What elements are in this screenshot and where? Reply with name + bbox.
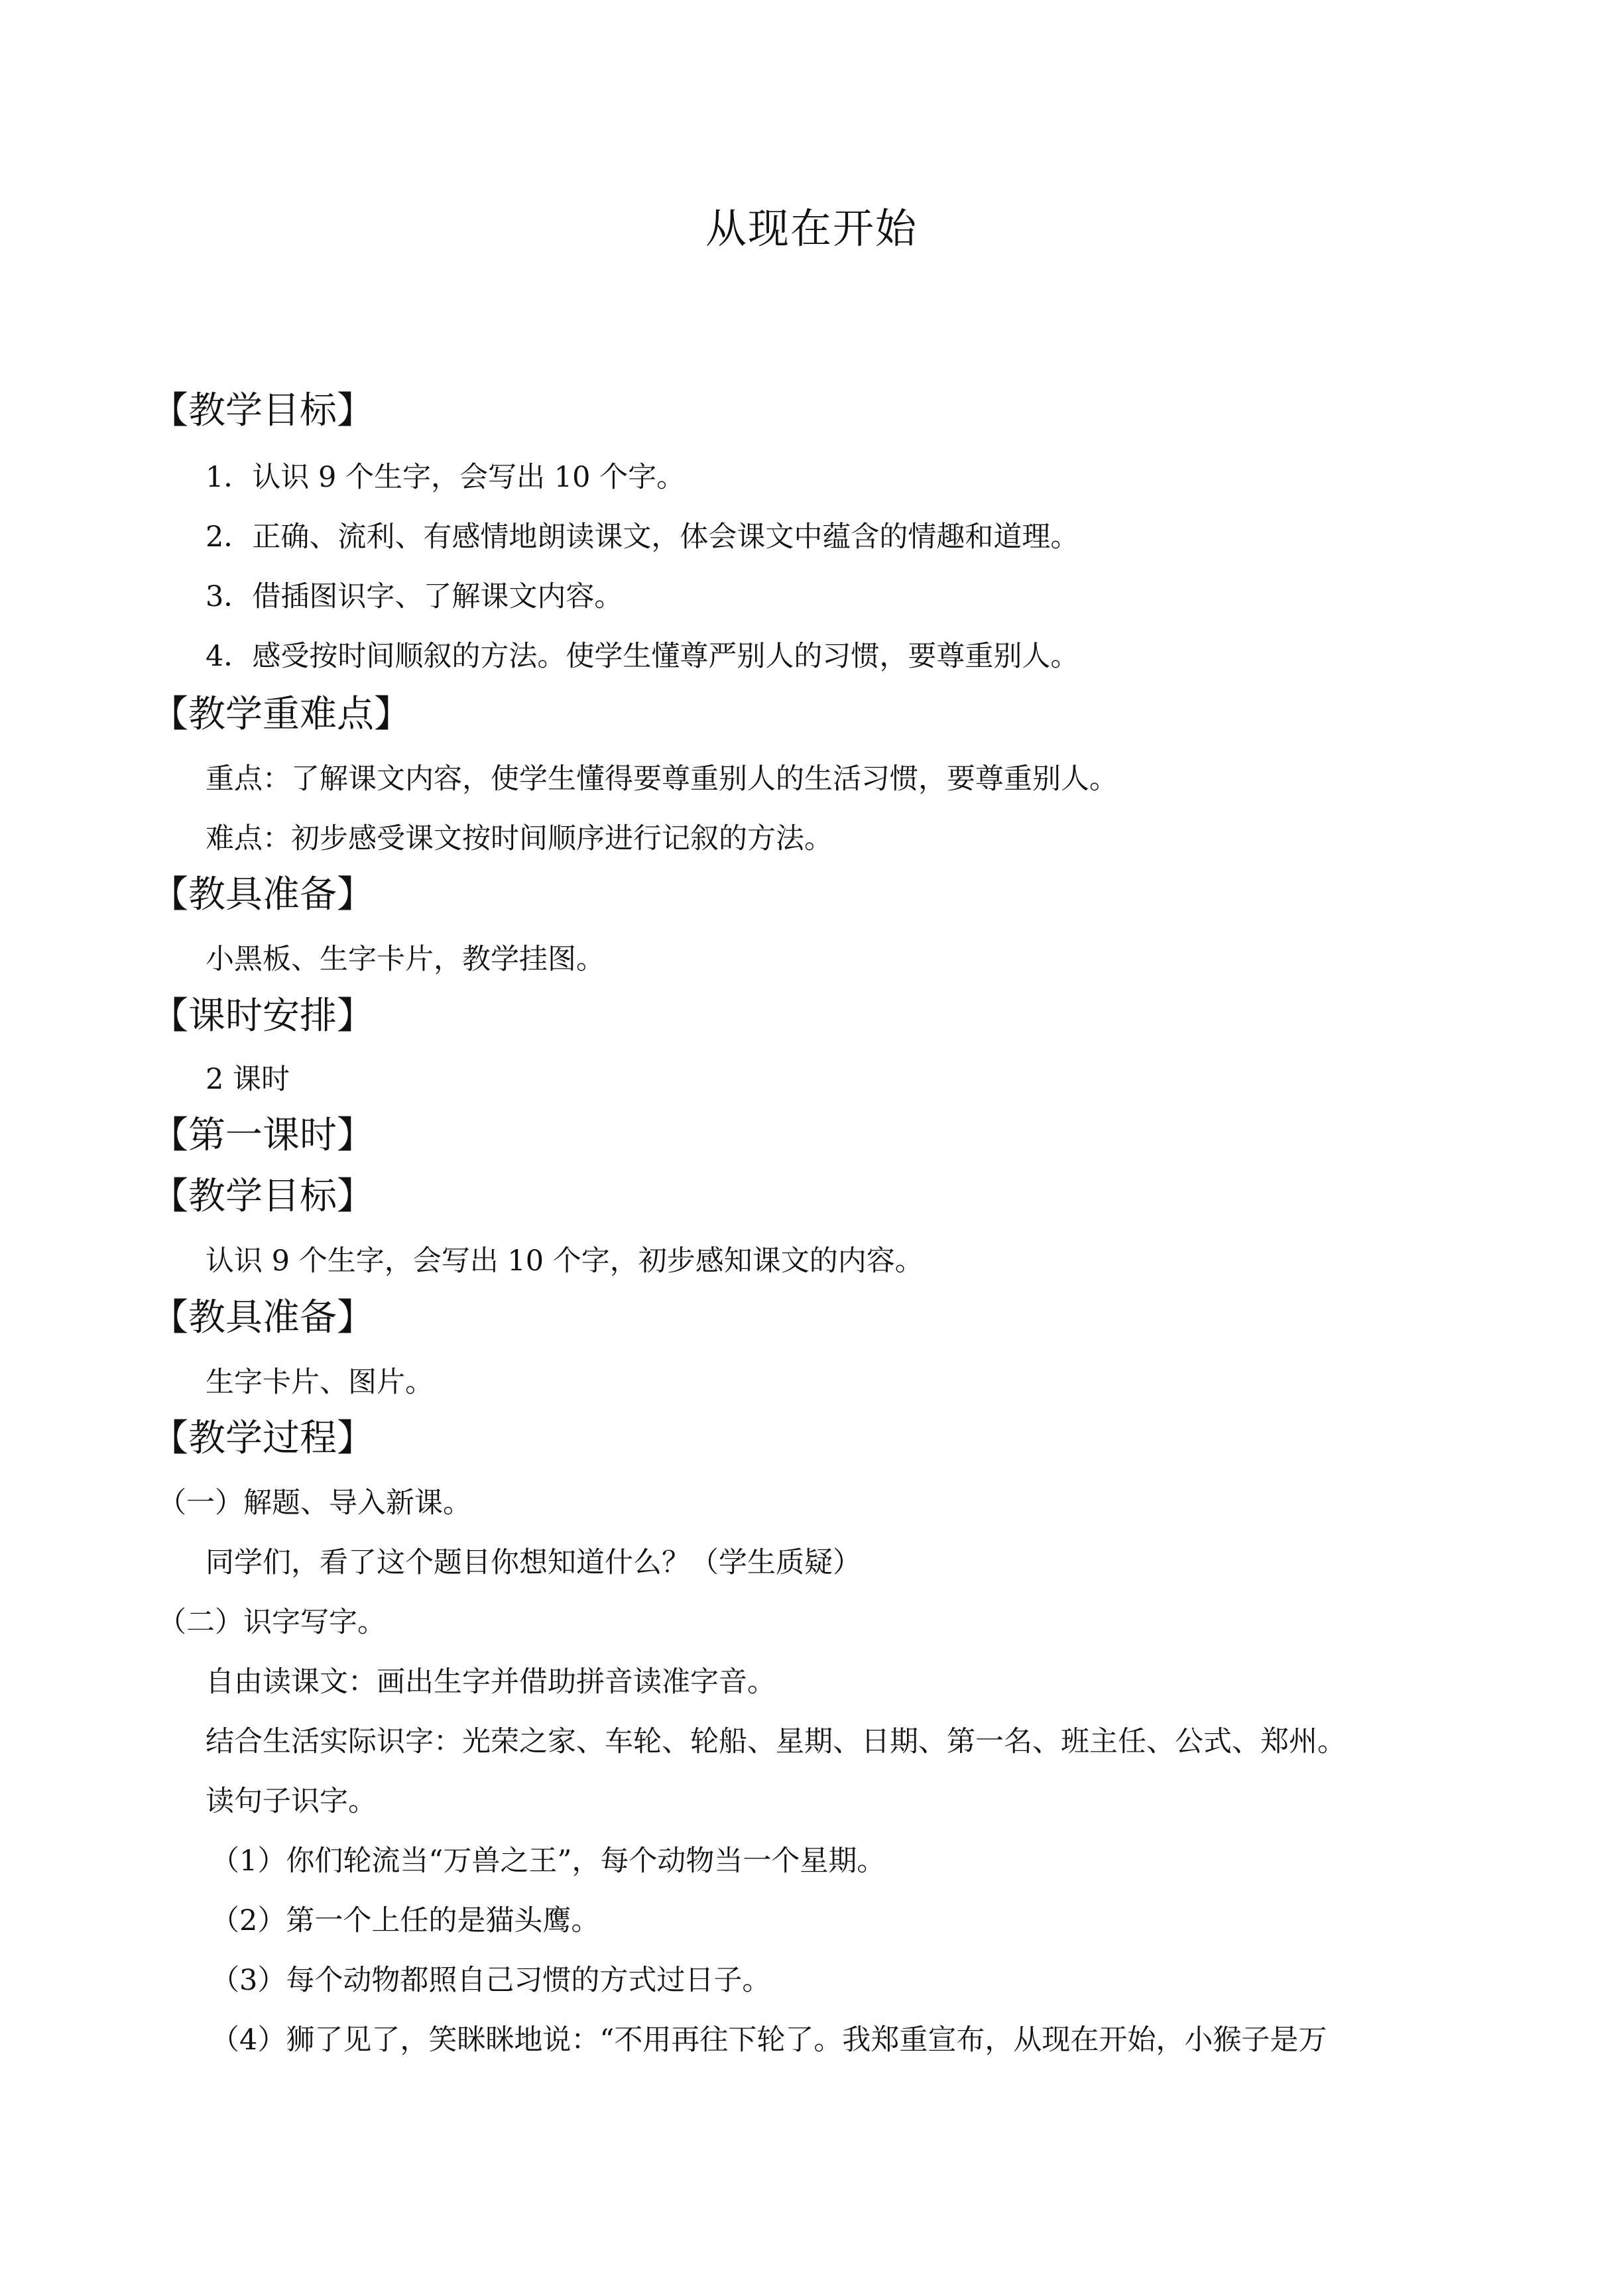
heading-lesson1-objectives: 【教学目标】	[151, 1175, 374, 1218]
lesson1-materials-text: 生字卡片、图片。	[206, 1366, 434, 1399]
heading-first-lesson: 【第一课时】	[151, 1114, 374, 1157]
heading-class-schedule: 【课时安排】	[151, 995, 374, 1038]
process-step2-line-2: 结合生活实际识字：光荣之家、车轮、轮船、星期、日期、第一名、班主任、公式、郑州。	[206, 1725, 1346, 1758]
objective-item-1: 1．认识 9 个生字，会写出 10 个字。	[206, 461, 686, 494]
heading-teaching-materials: 【教具准备】	[151, 873, 374, 916]
process-step2-line-1: 自由读课文：画出生字并借助拼音读准字音。	[206, 1665, 776, 1699]
objective-item-3: 3．借插图识字、了解课文内容。	[206, 580, 623, 613]
difficult-point: 难点：初步感受课文按时间顺序进行记叙的方法。	[206, 822, 833, 855]
sentence-4: （4）狮了见了，笑眯眯地说：“不用再往下轮了。我郑重宣布，从现在开始，小猴子是万	[211, 2024, 1327, 2057]
heading-teaching-objectives: 【教学目标】	[151, 389, 374, 432]
objective-item-4: 4．感受按时间顺叙的方法。使学生懂尊严别人的习惯，要尊重别人。	[206, 640, 1079, 673]
process-step1-text: 同学们，看了这个题目你想知道什么？（学生质疑）	[206, 1546, 861, 1579]
process-step2-title: （二）识字写字。	[158, 1606, 386, 1639]
sentence-1: （1）你们轮流当“万兽之王”，每个动物当一个星期。	[211, 1844, 886, 1878]
document-title: 从现在开始	[705, 204, 918, 253]
key-point: 重点：了解课文内容，使学生懂得要尊重别人的生活习惯，要尊重别人。	[206, 762, 1118, 796]
heading-key-difficult-points: 【教学重难点】	[151, 693, 411, 736]
sentence-3: （3）每个动物都照自己习惯的方式过日子。	[211, 1964, 771, 1997]
schedule-text: 2 课时	[206, 1063, 290, 1096]
lesson1-objectives-text: 认识 9 个生字，会写出 10 个字，初步感知课文的内容。	[206, 1244, 924, 1278]
process-step1-title: （一）解题、导入新课。	[158, 1486, 471, 1520]
materials-text: 小黑板、生字卡片，教学挂图。	[206, 943, 605, 976]
objective-item-2: 2．正确、流利、有感情地朗读课文，体会课文中蕴含的情趣和道理。	[206, 520, 1079, 554]
process-step2-line-3: 读句子识字。	[206, 1785, 377, 1818]
sentence-2: （2）第一个上任的是猫头鹰。	[211, 1904, 600, 1937]
heading-lesson1-materials: 【教具准备】	[151, 1296, 374, 1339]
heading-teaching-process: 【教学过程】	[151, 1417, 374, 1460]
